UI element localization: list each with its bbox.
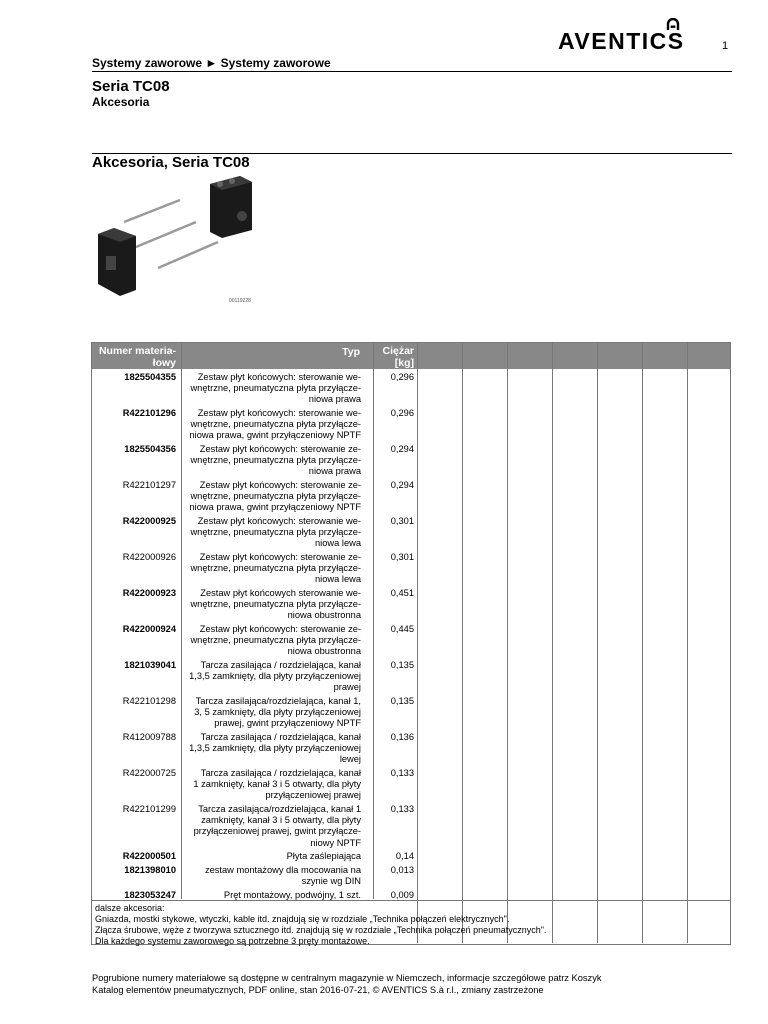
accessories-table (91, 342, 731, 945)
table-notes (92, 900, 730, 947)
table-row (92, 372, 730, 406)
series-subtitle: Akcesoria (92, 95, 150, 109)
material-number[interactable]: 1825504355 (124, 372, 176, 382)
footer (92, 972, 602, 996)
weight-value: 0,451 (390, 588, 414, 598)
weight-value: 0,135 (390, 660, 414, 670)
table-row (92, 588, 730, 622)
weight-value: 0,133 (390, 804, 414, 814)
breadcrumb[interactable]: Systemy zaworowe ► Systemy zaworowe (92, 56, 331, 70)
material-number[interactable]: R422000501 (122, 851, 176, 862)
weight-value: 0,294 (390, 444, 414, 454)
table-row (92, 516, 730, 550)
series-title: Seria TC08 (92, 78, 170, 95)
table-row (92, 696, 730, 730)
material-number[interactable]: 1825504356 (124, 444, 176, 454)
weight-value: 0,301 (390, 552, 414, 562)
material-number[interactable]: R422101299 (122, 804, 176, 814)
table-row (92, 480, 730, 514)
type-description: Zestaw płyt końcowych: sterowanie ze- wnętrzne, pneumatyczna płyta przyłącze- niowa prawa, gwint przyłączeniowy NPTF (189, 480, 361, 513)
section-title: Akcesoria, Seria TC08 (92, 154, 250, 171)
material-number[interactable]: R422000725 (122, 768, 176, 778)
note-line: dalsze akcesoria: (95, 903, 165, 913)
material-number[interactable]: R422000925 (122, 516, 176, 526)
type-description: Tarcza zasilająca / rozdzielająca, kanał 1,3,5 zamknięty, dla płyty przyłączeniowej lewej (189, 732, 361, 765)
brand-logo-mark (666, 18, 680, 32)
weight-value: 0,294 (390, 480, 414, 490)
weight-value: 0,445 (390, 624, 414, 634)
weight-value: 0,14 (395, 851, 414, 862)
type-description: Zestaw płyt końcowych: sterowanie ze- wnętrzne, pneumatyczna płyta przyłącze- niowa prawa (190, 444, 361, 477)
weight-value: 0,296 (390, 372, 414, 382)
type-description: Zestaw płyt końcowych: sterowanie ze- wnętrzne, pneumatyczna płyta przyłącze- niowa lewa (190, 552, 361, 585)
weight-value: 0,296 (390, 408, 414, 418)
page-number: 1 (722, 40, 729, 52)
weight-value: 0,009 (390, 889, 414, 900)
weight-value: 0,013 (390, 864, 414, 875)
table-row (92, 444, 730, 478)
material-number[interactable]: 1821039041 (124, 660, 176, 670)
table-header (92, 343, 730, 369)
type-description: Zestaw płyt końcowych: sterowanie we- wnętrzne, pneumatyczna płyta przyłącze- niowa lewa (190, 516, 361, 549)
table-row (92, 865, 730, 887)
table-row (92, 408, 730, 442)
brand-logo: AVENTICS (558, 28, 685, 54)
material-number[interactable]: R422101297 (122, 480, 176, 490)
weight-value: 0,301 (390, 516, 414, 526)
header-type: Typ (342, 346, 360, 358)
weight-value: 0,133 (390, 768, 414, 778)
note-line: Gniazda, mostki stykowe, wtyczki, kable itd. znajdują się w rozdziale „Technika połączeń elektrycznych". (95, 914, 510, 924)
type-description: Zestaw płyt końcowych sterowanie we- wnętrzne, pneumatyczna płyta przyłącze- niowa obustronna (190, 588, 361, 621)
material-number[interactable]: R422000923 (122, 588, 176, 598)
material-number[interactable]: R422101298 (122, 696, 176, 706)
type-description: Zestaw płyt końcowych: sterowanie ze- wnętrzne, pneumatyczna płyta przyłącze- niowa obustronna (190, 624, 361, 657)
note-line: Złącza śrubowe, węże z tworzywa sztucznego itd. znajdują się w rozdziale „Technika połączeń pneumatycznych". (95, 925, 547, 935)
header-weight: Ciężar [kg] (382, 345, 414, 369)
material-number[interactable]: R422101296 (122, 408, 176, 418)
weight-value: 0,136 (390, 732, 414, 742)
footer-note: Pogrubione numery materiałowe są dostępne w centralnym magazynie w Niemczech, informacje szczegółowe patrz Koszyk (92, 973, 602, 983)
material-number[interactable]: 1821398010 (124, 864, 176, 875)
note-line: Dla każdego systemu zaworowego są potrzebne 3 pręty montażowe. (95, 936, 370, 946)
type-description: Tarcza zasilająca/rozdzielająca, kanał 1 zamknięty, kanał 3 i 5 otwarty, dla płyty przyłączeniowej prawej, gwint przyłącze- niowy NPTF (193, 804, 361, 848)
type-description: Zestaw płyt końcowych: sterowanie we- wnętrzne, pneumatyczna płyta przyłącze- niowa prawa (190, 372, 361, 405)
table-row (92, 624, 730, 658)
type-description: Tarcza zasilająca / rozdzielająca, kanał 1,3,5 zamknięty, dla płyty przyłączeniowej prawej (189, 660, 361, 693)
material-number[interactable]: 1823053247 (124, 889, 176, 900)
footer-copyright: Katalog elementów pneumatycznych, PDF online, stan 2016-07-21, © AVENTICS S.à r.l., zmiany zastrzeżone (92, 985, 544, 995)
type-description: Pręt montażowy, podwójny, 1 szt. (223, 889, 361, 900)
material-number[interactable]: R422000924 (122, 624, 176, 634)
header-material-number: Numer materia- łowy (98, 345, 176, 369)
table-row (92, 804, 730, 849)
type-description: Tarcza zasilająca/rozdzielająca, kanał 1, 3, 5 zamknięty, dla płyty przyłączeniowej prawej, gwint przyłączeniowy NPTF (194, 696, 361, 729)
type-description: zestaw montażowy dla mocowania na szynie wg DIN (204, 864, 361, 886)
table-row (92, 552, 730, 586)
table-row (92, 768, 730, 802)
type-description: Tarcza zasilająca / rozdzielająca, kanał 1 zamknięty, kanał 3 i 5 otwarty, dla płyty przyłączeniowej prawej (193, 768, 361, 801)
material-number[interactable]: R412009788 (122, 732, 176, 742)
table-row (92, 851, 730, 862)
table-row (92, 660, 730, 694)
material-number[interactable]: R422000926 (122, 552, 176, 562)
type-description: Płyta zaślepiająca (286, 851, 361, 862)
header-divider (92, 71, 732, 72)
weight-value: 0,135 (390, 696, 414, 706)
table-row (92, 732, 730, 766)
product-image (92, 172, 262, 300)
type-description: Zestaw płyt końcowych: sterowanie we- wnętrzne, pneumatyczna płyta przyłącze- niowa prawa, gwint przyłączeniowy NPTF (189, 408, 361, 441)
image-id: 00119228 (229, 298, 251, 304)
